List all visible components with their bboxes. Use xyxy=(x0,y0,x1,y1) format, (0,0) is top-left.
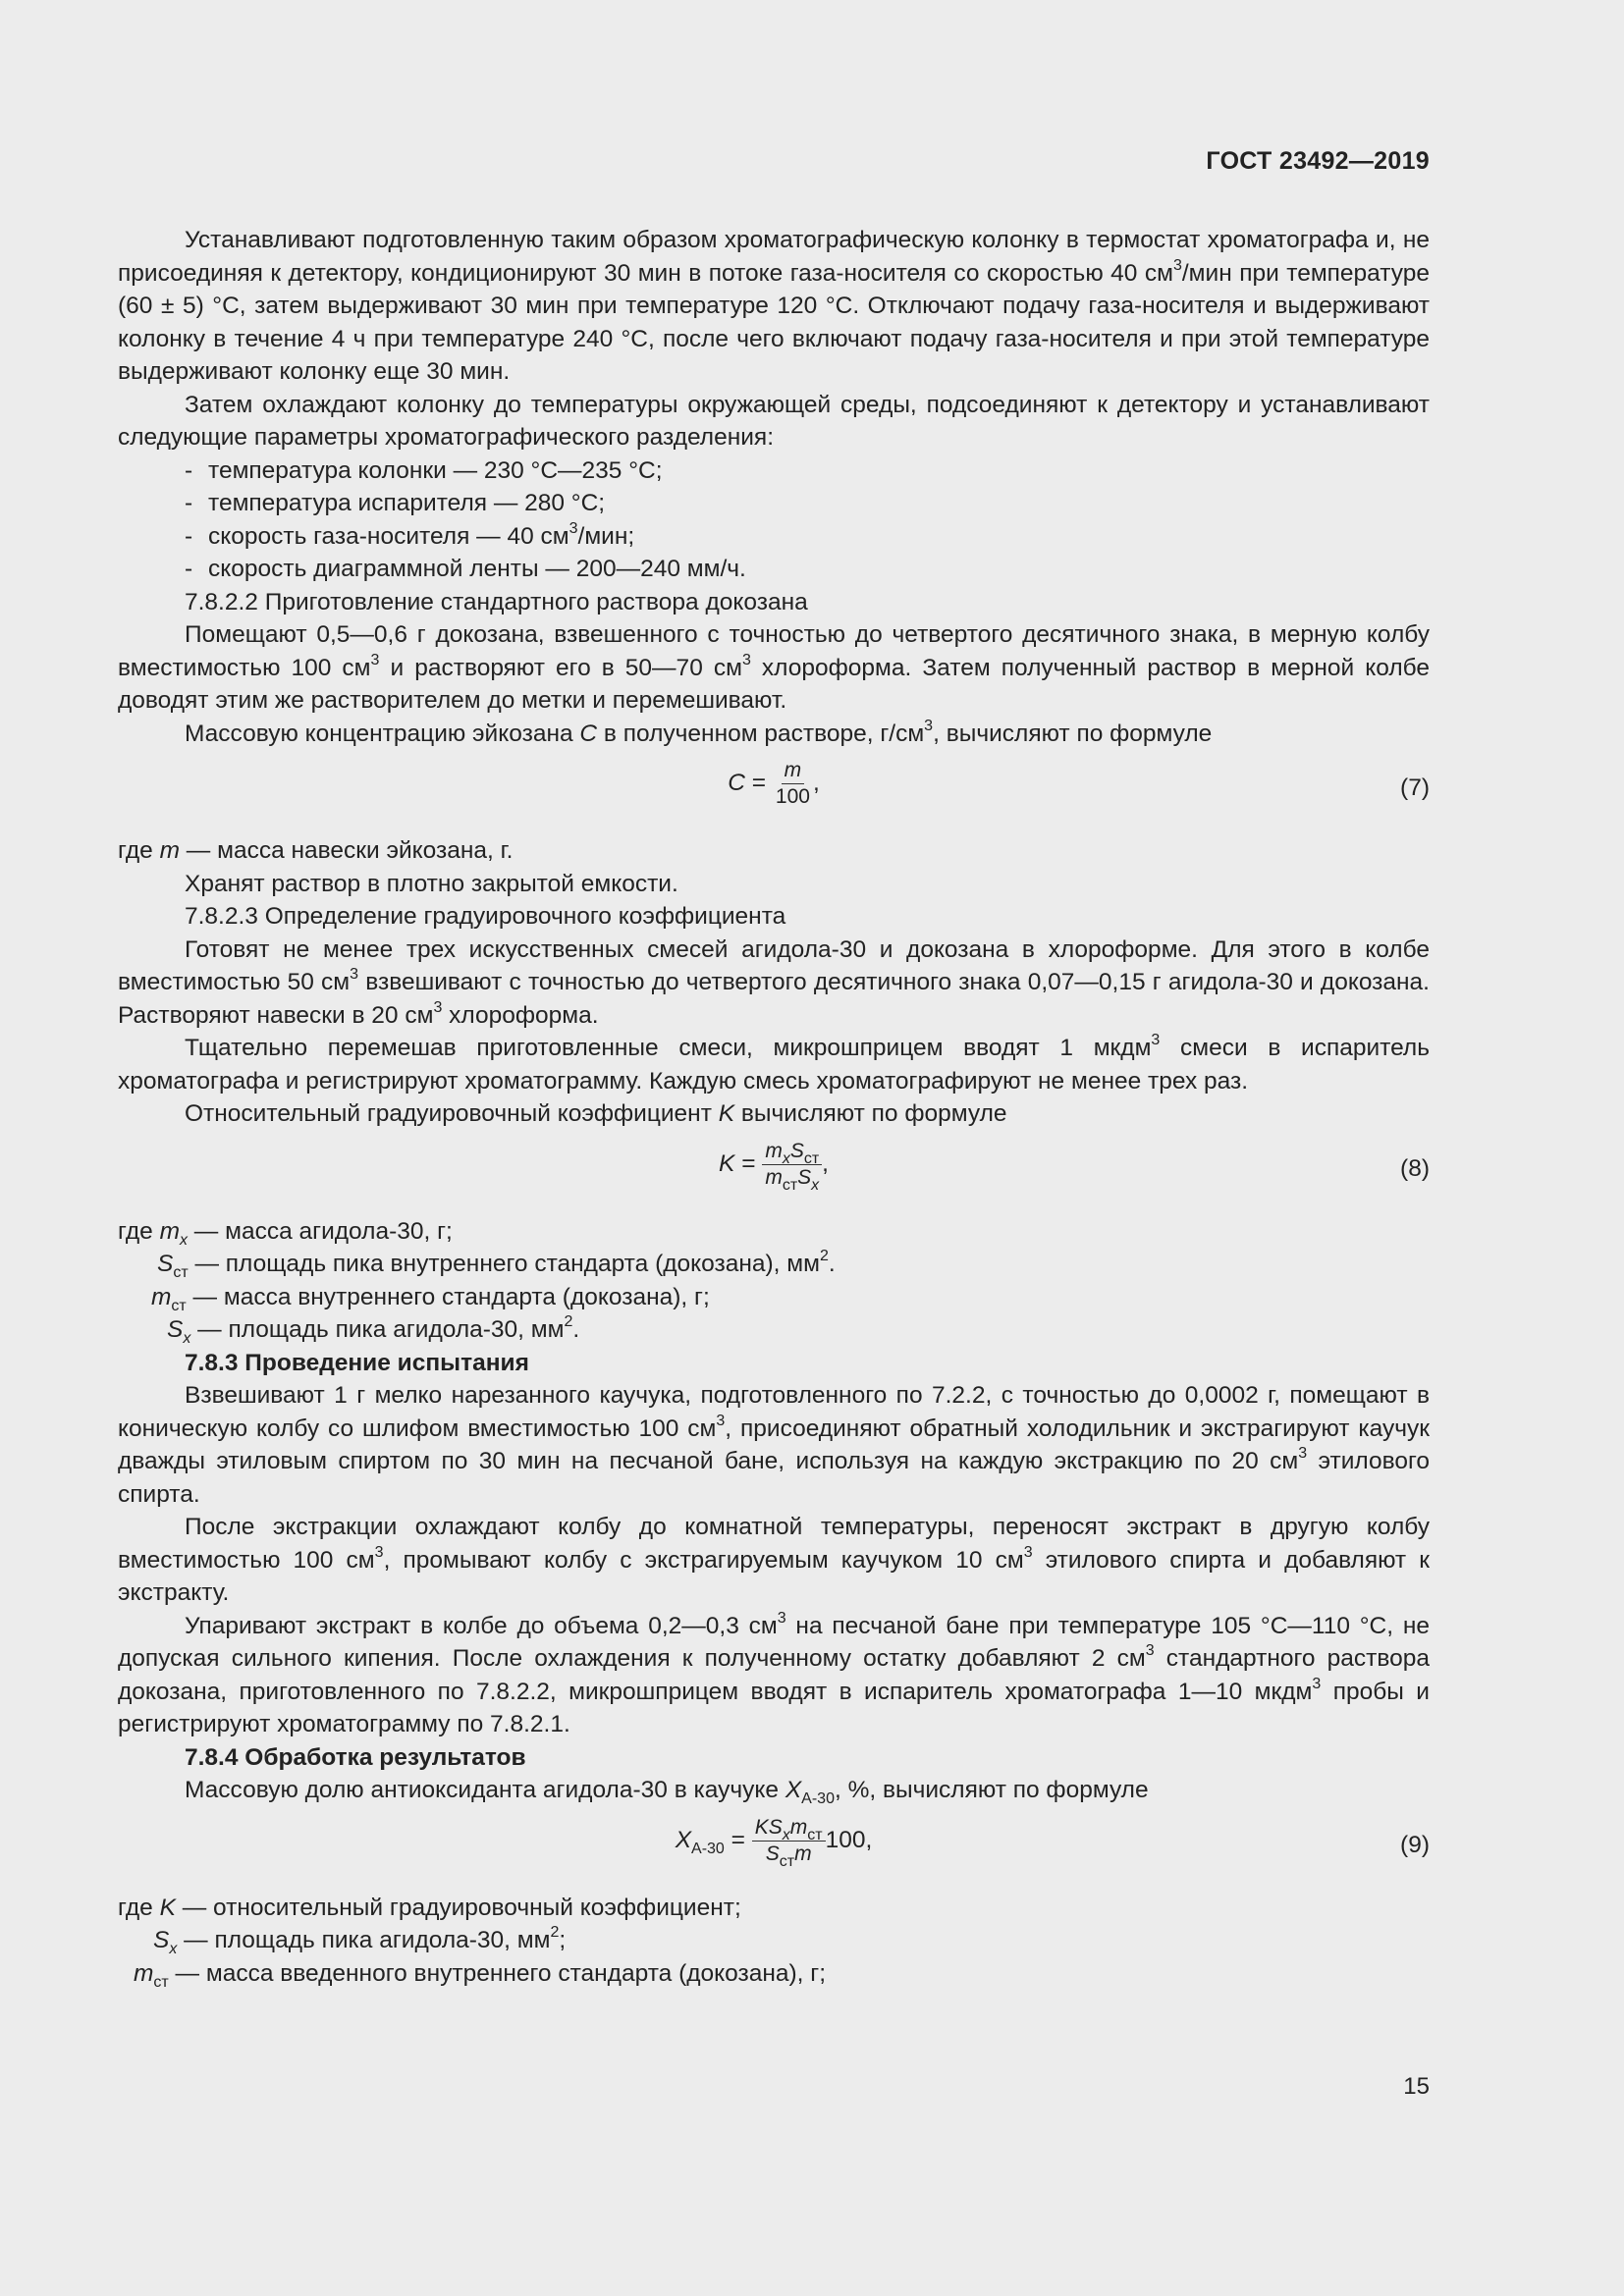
formula-9: $X_{А-30}$ = $\frac{KS_xm_{ст}}{S_{ст}m}$ 100, (9) xyxy=(675,1815,1430,1870)
paragraph-concentration: Массовую концентрацию эйкозана C в полученном растворе, $г/см^3$, вычисляют по формуле xyxy=(185,717,1213,747)
formula-7: C = $\frac{m}{100}$ , (7) xyxy=(728,759,1430,808)
section-7-8-2-3-heading: 7.8.2.3 Определение градуировочного коэффициента xyxy=(185,903,786,930)
paragraph-after-extraction: После экстракции охлаждают колбу до комнатной температуры, переносят экстракт в другую колбу вместимостью 100 $см^3$, промывают колбу с экстрагируемым каучуком 10 $см^3$ этилового спирта и добавляют к экстракту. xyxy=(118,1514,1430,1606)
page-number: 15 xyxy=(1403,2073,1430,2100)
formula-9-definition: $S_x$ — площадь пика агидола-30, $мм^2$; xyxy=(153,1924,567,1957)
formula-number: (7) xyxy=(1400,774,1430,801)
list-item: - скорость газа-носителя — 40 $см^3$/мин; xyxy=(185,519,635,550)
formula-9-definition: где K — относительный градуировочный коэффициент; xyxy=(118,1894,741,1921)
formula-8-definition: $S_x$ — площадь пика агидола-30, $мм^2$. xyxy=(167,1313,580,1347)
formula-number: (9) xyxy=(1400,1831,1430,1858)
paragraph-column-conditioning: Устанавливают подготовленную таким образом хроматографическую колонку в термостат хроматографа и, не присоединяя к детектору, кондиционируют 30 мин в потоке газа-носителя со скоростью 40 $см^3$/мин при температуре (60 ± 5) °С, затем выдерживают 30 мин при температуре 120 °С. Отключают подачу газа-носителя и выдерживают колонку в течение 4 ч при температуре 240 °С, после чего включают подачу газа-носителя и при этой температуре выдерживают колонку еще 30 мин. xyxy=(118,227,1430,385)
paragraph-extraction: Взвешивают 1 г мелко нарезанного каучука, подготовленного по 7.2.2, с точностью до 0,0002 г, помещают в коническую колбу со шлифом вместимостью 100 $см^3$, присоединяют обратный холодильник и экстрагируют каучук дважды этиловым спиртом по 30 мин на песчаной бане, используя на каждую экстракцию по 20 $см^3$ этилового спирта. xyxy=(118,1382,1431,1508)
paragraph-injection: Тщательно перемешав приготовленные смеси, микрошприцем вводят 1 мкдм$^3$ смеси в испаритель хроматографа и регистрируют хроматограмму. Каждую смесь хроматографируют не менее трех раз. xyxy=(118,1032,1430,1095)
paragraph-separation-parameters: Затем охлаждают колонку до температуры окружающей среды, подсоединяют к детектору и устанавливают следующие параметры хроматографического разделения: xyxy=(118,391,1430,451)
document-body xyxy=(118,224,1430,1990)
list-item: - температура колонки — 230 °С—235 °С; xyxy=(185,456,663,484)
formula-8-definition: $m_{ст}$ — масса внутреннего стандарта (докозана), г; xyxy=(151,1283,710,1314)
paragraph-coefficient: Относительный градуировочный коэффициент K вычисляют по формуле xyxy=(185,1100,1007,1127)
paragraph-storage: Хранят раствор в плотно закрытой емкости. xyxy=(185,870,678,897)
formula-7-definition: где m — масса навески эйкозана, г. xyxy=(118,837,514,864)
list-item: - скорость диаграммной ленты — 200—240 мм/ч. xyxy=(185,556,746,582)
formula-8-definition: где $m_x$ — масса агидола-30, г; xyxy=(118,1217,453,1249)
paragraph-mixtures: Готовят не менее трех искусственных смесей агидола-30 и докозана в хлороформе. Для этого в колбе вместимостью 50 $см^3$ взвешивают с точностью до четвертого десятичного знака 0,07—0,15 г агидола-30 и докозана. Растворяют навески в 20 $см^3$ хлороформа. xyxy=(118,935,1430,1029)
formula-8: K = $\frac{m_xS_{ст}}{m_{ст}S_x}$ , (8) xyxy=(719,1139,1430,1194)
section-7-8-2-2-heading: 7.8.2.2 Приготовление стандартного раствора докозана xyxy=(185,588,808,615)
paragraph-mass-fraction: Массовую долю антиоксиданта агидола-30 в каучуке $X_{А-30}$, %, вычисляют по формуле xyxy=(185,1777,1149,1807)
list-item: - температура испарителя — 280 °С; xyxy=(185,490,606,516)
formula-9-definition: $m_{ст}$ — масса введенного внутреннего стандарта (докозана), г; xyxy=(134,1959,827,1991)
section-7-8-3-heading: 7.8.3 Проведение испытания xyxy=(185,1349,529,1376)
document-code: ГОСТ 23492—2019 xyxy=(1206,147,1430,175)
formula-number: (8) xyxy=(1400,1154,1430,1182)
paragraph-standard-solution: Помещают 0,5—0,6 г докозана, взвешенного с точностью до четвертого десятичного знака, в мерную колбу вместимостью 100 $см^3$ и растворяют его в 50—70 $см^3$ хлороформа. Затем полученный раствор в мерной колбе доводят этим же растворителем до метки и перемешивают. xyxy=(118,621,1430,714)
section-7-8-4-heading: 7.8.4 Обработка результатов xyxy=(185,1743,526,1771)
formula-8-definition: $S_{ст}$ — площадь пика внутреннего стандарта (докозана), $мм^2$. xyxy=(157,1248,836,1281)
paragraph-evaporation: Упаривают экстракт в колбе до объема 0,2—0,3 $см^3$ на песчаной бане при температуре 105 °С—110 °С, не допуская сильного кипения. После охлаждения к полученному остатку добавляют 2 $см^3$ стандартного раствора докозана, приготовленного по 7.8.2.2, микрошприцем вводят в испаритель хроматографа 1—10 мкдм$^3$ пробы и регистрируют хроматограмму по 7.8.2.1. xyxy=(118,1609,1430,1737)
